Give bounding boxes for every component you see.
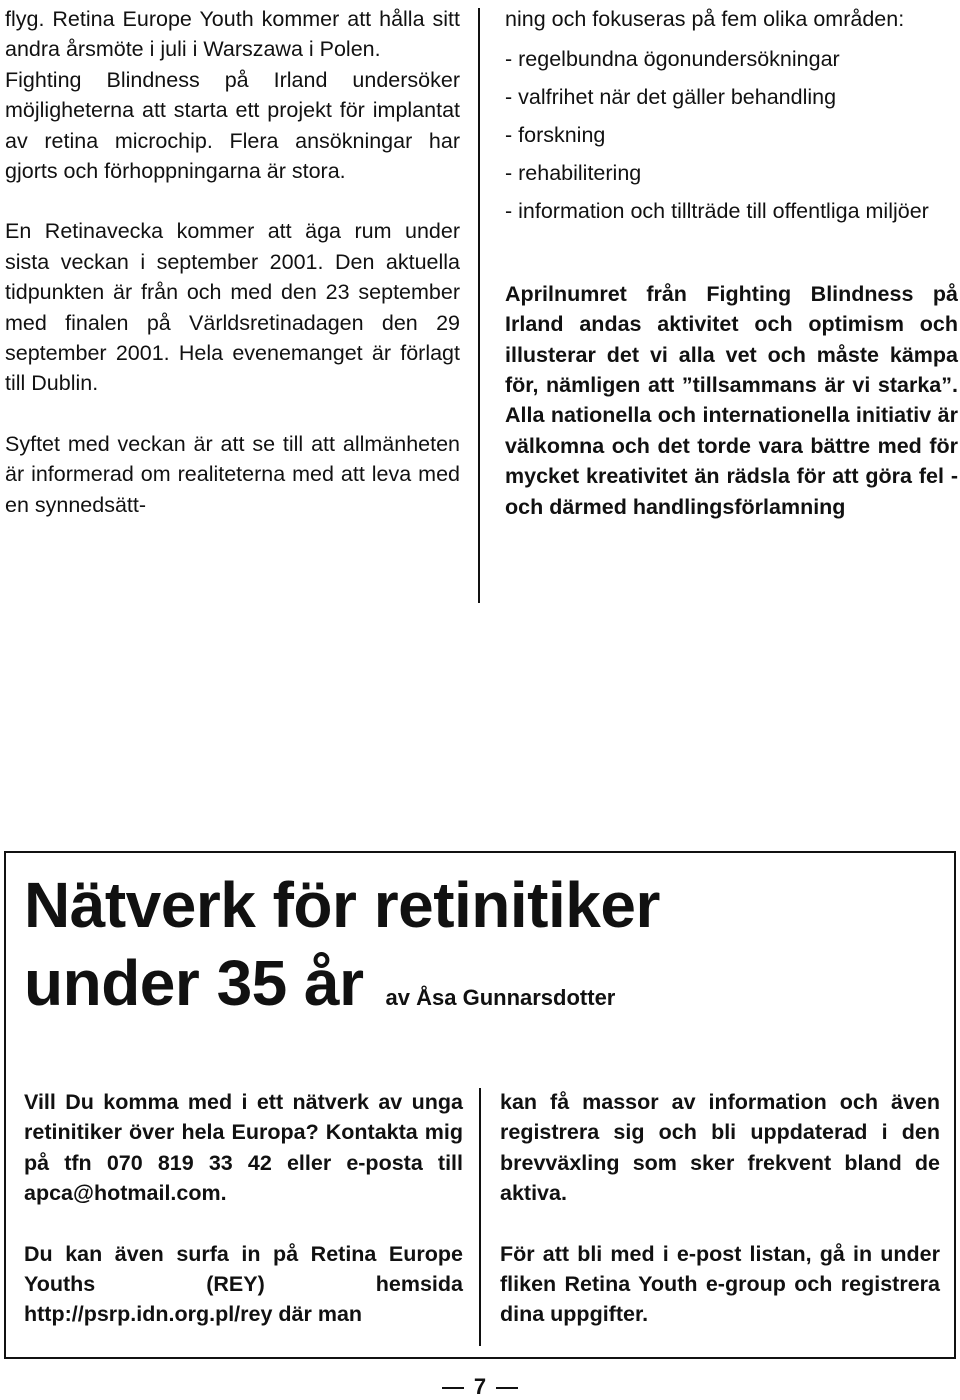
paragraph-massor-info: kan få massor av information och även registrera sig och bli uppdaterad i den brevväxling som sker frekvent bland de aktiva. [500, 1090, 940, 1206]
paragraph-focus-intro: ning och fokuseras på fem olika områden: [505, 7, 905, 31]
article-right-column [500, 1087, 940, 1330]
article-byline: av Åsa Gunnarsdotter [385, 985, 616, 1010]
right-column-top [505, 4, 958, 522]
list-item: - valfrihet när det gäller behandling [505, 85, 837, 110]
focus-area-list [505, 44, 958, 226]
paragraph-e-post-listan: För att bli med i e-post listan, gå in under fliken Retina Youth e-group och registrera dina uppgifter. [500, 1241, 940, 1327]
page-number [0, 1374, 960, 1400]
article-title [24, 866, 660, 1037]
paragraph-retinavecka: En Retinavecka kommer att äga rum under sista veckan i september 2001. Den aktuella tidpunkten är från och med den 23 september med finalen på Världsretinadagen den 29 september 2001. Hela evenemanget är förlagt till Dublin. [5, 219, 460, 396]
left-column-top [5, 4, 460, 520]
paragraph-syftet: Syftet med veckan är att se till att allmänheten är informerad om realiteterna med att leva med en synnedsätt- [5, 431, 460, 517]
dash-left [442, 1387, 464, 1389]
article-title-line2 [24, 944, 660, 1037]
list-item: - information och tillträde till offentliga miljöer [505, 199, 929, 224]
article-title-line2-text: under 35 år [24, 947, 364, 1019]
list-item: - regelbundna ögonundersökningar [505, 47, 840, 72]
paragraph-fighting-blindness: Fighting Blindness på Irland undersöker möjligheterna att starta ett projekt för implantat av retina microchip. Flera ansökningar har gjorts och förhoppningarna är stora. [5, 67, 460, 184]
paragraph-retina-europe-youth: flyg. Retina Europe Youth kommer att hålla sitt andra årsmöte i juli i Warszawa i Polen. [5, 7, 460, 62]
article-left-column [24, 1087, 463, 1330]
dash-right [496, 1387, 518, 1389]
page-number-text: 7 [473, 1374, 487, 1399]
list-item: - forskning [505, 123, 606, 148]
column-divider-bottom [479, 1088, 481, 1346]
list-item: - rehabilitering [505, 161, 642, 186]
paragraph-vill-du: Vill Du komma med i ett nätverk av unga retinitiker över hela Europa? Kontakta mig på tfn 070 819 33 42 eller e-posta till apca@hotmail.com. [24, 1090, 463, 1206]
column-divider-top [478, 8, 480, 603]
paragraph-aprilnumret: Aprilnumret från Fighting Blindness på Irland andas aktivitet och optimism och illusterar det vi alla vet och måste kämpa för, nämligen att ”tillsammans är vi starka”. Alla nationella och internationella initiativ är välkomna och det torde vara bättre med för mycket kreativitet än rädsla för att göra fel - och därmed handlingsförlamning [505, 281, 958, 519]
article-title-line1: Nätverk för retinitiker [24, 869, 660, 941]
paragraph-surfa-in: Du kan även surfa in på Retina Europe Youths (REY) hemsida http://psrp.idn.org.pl/rey där man [24, 1241, 463, 1327]
